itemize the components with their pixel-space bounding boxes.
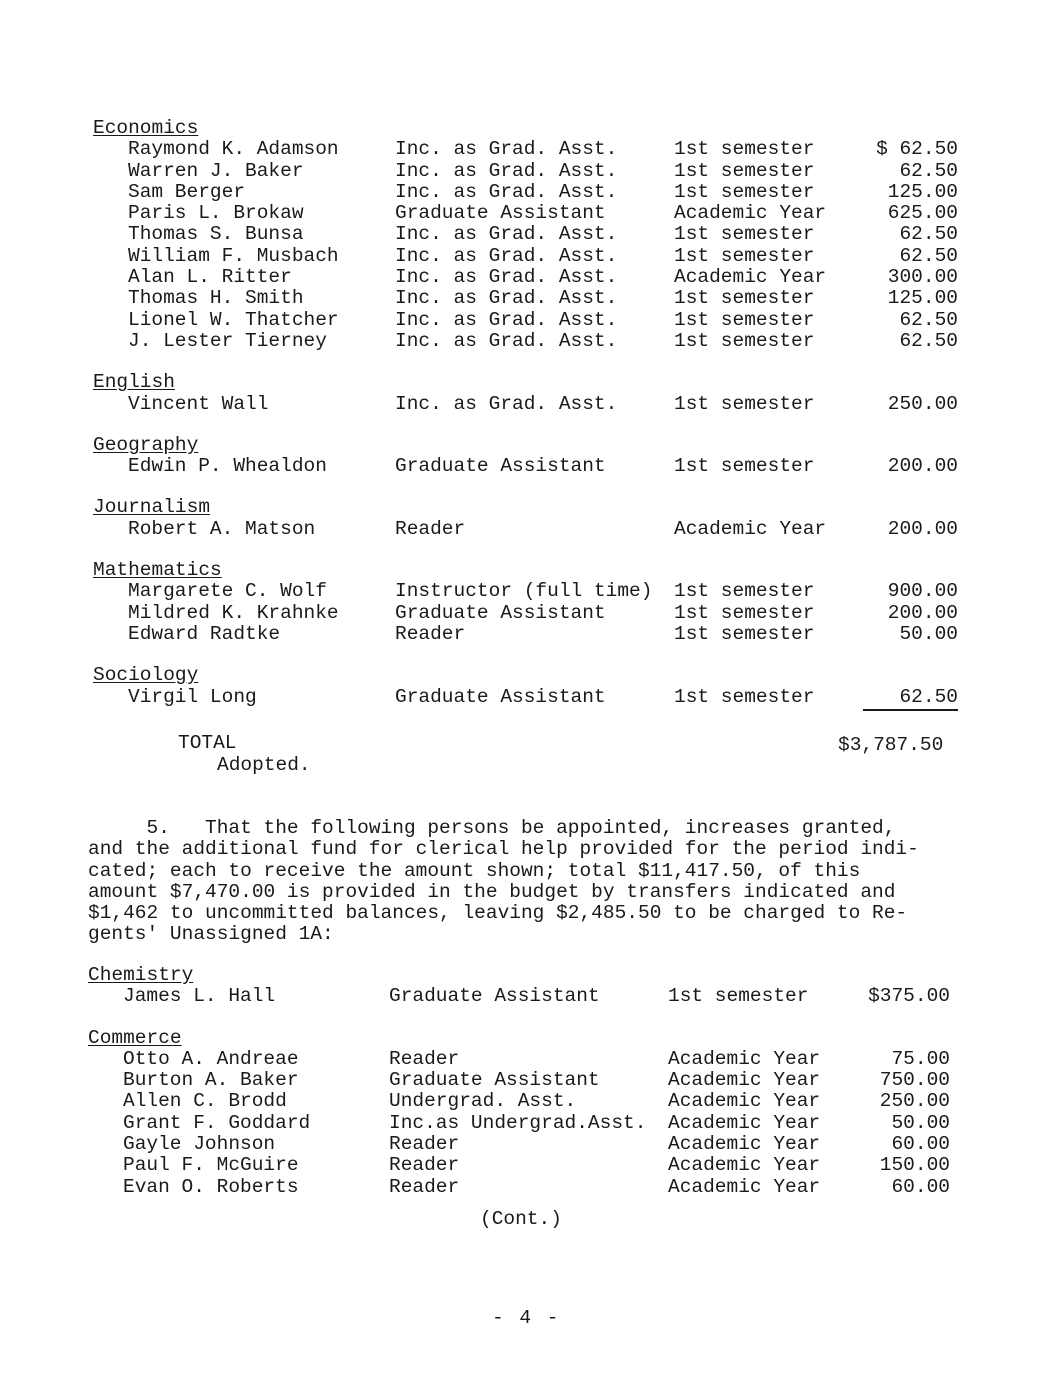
amount-value: 625.00	[887, 202, 958, 225]
amount-value: 62.50	[899, 244, 958, 267]
appointment-row	[0, 1048, 980, 1069]
appointment-period: 1st semester	[674, 455, 815, 478]
position-title: Reader	[389, 1133, 460, 1156]
appointment-row	[0, 1133, 980, 1154]
appointment-period: 1st semester	[668, 985, 809, 1008]
person-name: Paul F. McGuire	[123, 1154, 299, 1177]
appointment-row	[0, 580, 980, 601]
appointment-period: Academic Year	[668, 1090, 821, 1113]
paragraph-line: amount $7,470.00 is provided in the budget by transfers indicated and	[88, 880, 896, 903]
amount-value: 250.00	[887, 392, 958, 415]
paragraph-line: 5. That the following persons be appointed, increases granted,	[88, 817, 896, 839]
appointment-row	[0, 309, 980, 330]
appointment-period: 1st semester	[674, 223, 815, 246]
person-name: Vincent Wall	[128, 392, 269, 415]
appointment-row	[0, 985, 980, 1006]
appointment-row	[0, 202, 980, 223]
amount-value: 900.00	[887, 580, 958, 603]
position-title: Graduate Assistant	[395, 685, 606, 708]
position-title: Graduate Assistant	[395, 455, 606, 478]
appointment-period: Academic Year	[674, 202, 827, 225]
appointment-period: 1st semester	[674, 622, 815, 645]
appointment-row	[0, 1069, 980, 1090]
position-title: Graduate Assistant	[395, 601, 606, 624]
person-name: William F. Musbach	[128, 244, 339, 267]
amount-value: 125.00	[887, 180, 958, 203]
person-name: Gayle Johnson	[123, 1133, 276, 1156]
appointment-row	[0, 455, 980, 476]
person-name: Robert A. Matson	[128, 517, 316, 540]
position-title: Inc. as Grad. Asst.	[395, 287, 618, 310]
department-spacer	[0, 351, 980, 371]
position-title: Instructor (full time)	[395, 580, 653, 603]
person-name: Sam Berger	[128, 180, 246, 203]
appointment-period: Academic Year	[668, 1175, 821, 1198]
person-name: Lionel W. Thatcher	[128, 308, 339, 331]
amount-value: 200.00	[887, 517, 958, 540]
amount-value: 62.50	[899, 329, 958, 352]
department-name: Geography	[93, 433, 199, 456]
page-number: - 4 -	[492, 1307, 561, 1329]
appointment-period: 1st semester	[674, 138, 815, 161]
position-title: Inc. as Grad. Asst.	[395, 392, 618, 415]
appointment-row	[0, 623, 980, 644]
position-title: Undergrad. Asst.	[389, 1090, 577, 1113]
appointment-row	[0, 393, 980, 414]
paragraph-line: $1,462 to uncommitted balances, leaving $2,485.50 to be charged to Re-	[88, 902, 908, 925]
position-title: Graduate Assistant	[395, 202, 606, 225]
appointment-row	[0, 245, 980, 266]
department-spacer	[0, 1007, 980, 1027]
appointment-period: Academic Year	[674, 517, 827, 540]
amount-value: 200.00	[887, 601, 958, 624]
position-title: Inc. as Grad. Asst.	[395, 159, 618, 182]
person-name: Edwin P. Whealdon	[128, 455, 327, 478]
appointment-period: 1st semester	[674, 329, 815, 352]
department-spacer	[0, 414, 980, 434]
department-name: Economics	[93, 117, 199, 139]
appointment-period: 1st semester	[674, 287, 815, 310]
appointment-row	[0, 1112, 980, 1133]
person-name: Edward Radtke	[128, 622, 281, 645]
department-heading	[0, 964, 980, 985]
appointment-period: Academic Year	[674, 266, 827, 289]
department-name: English	[93, 371, 175, 394]
appointment-period: 1st semester	[674, 685, 815, 708]
appointments-section-a	[0, 117, 980, 707]
appointment-row	[0, 1154, 980, 1175]
appointment-period: 1st semester	[674, 180, 815, 203]
position-title: Inc. as Grad. Asst.	[395, 329, 618, 352]
person-name: Grant F. Goddard	[123, 1111, 311, 1134]
department-spacer	[0, 539, 980, 559]
person-name: Margarete C. Wolf	[128, 580, 327, 603]
appointment-row	[0, 138, 980, 159]
position-title: Inc. as Grad. Asst.	[395, 180, 618, 203]
total-amount: $3,787.50	[838, 734, 944, 756]
appointment-row	[0, 330, 980, 351]
department-spacer	[0, 476, 980, 496]
amount-value: 62.50	[899, 308, 958, 331]
appointment-row	[0, 287, 980, 308]
appointment-period: 1st semester	[674, 159, 815, 182]
department-name: Journalism	[93, 496, 211, 519]
department-name: Mathematics	[93, 559, 222, 582]
amount-value: 50.00	[899, 622, 958, 645]
person-name: Burton A. Baker	[123, 1069, 299, 1092]
appointment-row	[0, 602, 980, 623]
appointment-period: 1st semester	[674, 601, 815, 624]
position-title: Graduate Assistant	[389, 1069, 600, 1092]
appointment-row	[0, 1090, 980, 1111]
appointment-period: Academic Year	[668, 1069, 821, 1092]
position-title: Inc. as Grad. Asst.	[395, 266, 618, 289]
person-name: Raymond K. Adamson	[128, 138, 339, 161]
amount-value: 75.00	[891, 1047, 950, 1070]
amount-value: 125.00	[887, 287, 958, 310]
amount-value: 62.50	[899, 159, 958, 182]
appointments-section-b	[0, 964, 980, 1197]
position-title: Inc. as Grad. Asst.	[395, 308, 618, 331]
amount-value: 60.00	[891, 1175, 950, 1198]
person-name: Paris L. Brokaw	[128, 202, 304, 225]
position-title: Inc. as Grad. Asst.	[395, 223, 618, 246]
paragraph-line: cated; each to receive the amount shown; total $11,417.50, of this	[88, 859, 861, 882]
amount-value: 200.00	[887, 455, 958, 478]
position-title: Reader	[389, 1047, 460, 1070]
person-name: Virgil Long	[128, 685, 257, 708]
department-heading	[0, 434, 980, 455]
amount-value: 60.00	[891, 1133, 950, 1156]
amount-value: $ 62.50	[876, 138, 958, 161]
appointment-row	[0, 686, 980, 707]
position-title: Reader	[395, 517, 466, 540]
person-name: James L. Hall	[123, 985, 276, 1008]
appointment-row	[0, 1176, 980, 1197]
person-name: J. Lester Tierney	[128, 329, 327, 352]
appointment-row	[0, 266, 980, 287]
department-name: Commerce	[88, 1026, 182, 1049]
department-name: Sociology	[93, 664, 199, 687]
position-title: Inc.as Undergrad.Asst.	[389, 1111, 647, 1134]
department-heading	[0, 559, 980, 580]
appointment-row	[0, 518, 980, 539]
person-name: Alan L. Ritter	[128, 266, 292, 289]
position-title: Inc. as Grad. Asst.	[395, 138, 618, 161]
appointment-period: Academic Year	[668, 1111, 821, 1134]
amount-value: 750.00	[879, 1069, 950, 1092]
person-name: Thomas H. Smith	[128, 287, 304, 310]
person-name: Evan O. Roberts	[123, 1175, 299, 1198]
appointment-period: 1st semester	[674, 308, 815, 331]
amount-value: 150.00	[879, 1154, 950, 1177]
department-heading	[0, 496, 980, 517]
person-name: Thomas S. Bunsa	[128, 223, 304, 246]
paragraph-line: gents' Unassigned 1A:	[88, 923, 334, 946]
person-name: Warren J. Baker	[128, 159, 304, 182]
appointment-period: Academic Year	[668, 1133, 821, 1156]
amount-value: 62.50	[899, 223, 958, 246]
person-name: Allen C. Brodd	[123, 1090, 287, 1113]
position-title: Inc. as Grad. Asst.	[395, 244, 618, 267]
appointment-period: 1st semester	[674, 580, 815, 603]
appointment-row	[0, 181, 980, 202]
amount-value: 300.00	[887, 266, 958, 289]
department-spacer	[0, 644, 980, 664]
resolution-paragraph	[88, 818, 993, 946]
position-title: Graduate Assistant	[389, 985, 600, 1008]
continued-note: (Cont.)	[480, 1208, 562, 1230]
amount-value: 50.00	[891, 1111, 950, 1134]
appointment-row	[0, 223, 980, 244]
position-title: Reader	[395, 622, 466, 645]
department-heading	[0, 664, 980, 685]
position-title: Reader	[389, 1154, 460, 1177]
paragraph-line: and the additional fund for clerical help provided for the period indi-	[88, 838, 919, 861]
department-heading	[0, 1027, 980, 1048]
appointment-period: 1st semester	[674, 244, 815, 267]
appointment-period: 1st semester	[674, 392, 815, 415]
adopted-note: Adopted.	[217, 754, 311, 776]
department-heading	[0, 117, 980, 138]
amount-value: 62.50	[863, 686, 958, 711]
person-name: Mildred K. Krahnke	[128, 601, 339, 624]
appointment-period: Academic Year	[668, 1154, 821, 1177]
person-name: Otto A. Andreae	[123, 1047, 299, 1070]
total-label: TOTAL	[178, 732, 237, 754]
position-title: Reader	[389, 1175, 460, 1198]
amount-value: 250.00	[879, 1090, 950, 1113]
appointment-period: Academic Year	[668, 1047, 821, 1070]
appointment-row	[0, 160, 980, 181]
department-heading	[0, 371, 980, 392]
department-name: Chemistry	[88, 964, 194, 986]
amount-value: $375.00	[868, 985, 950, 1008]
